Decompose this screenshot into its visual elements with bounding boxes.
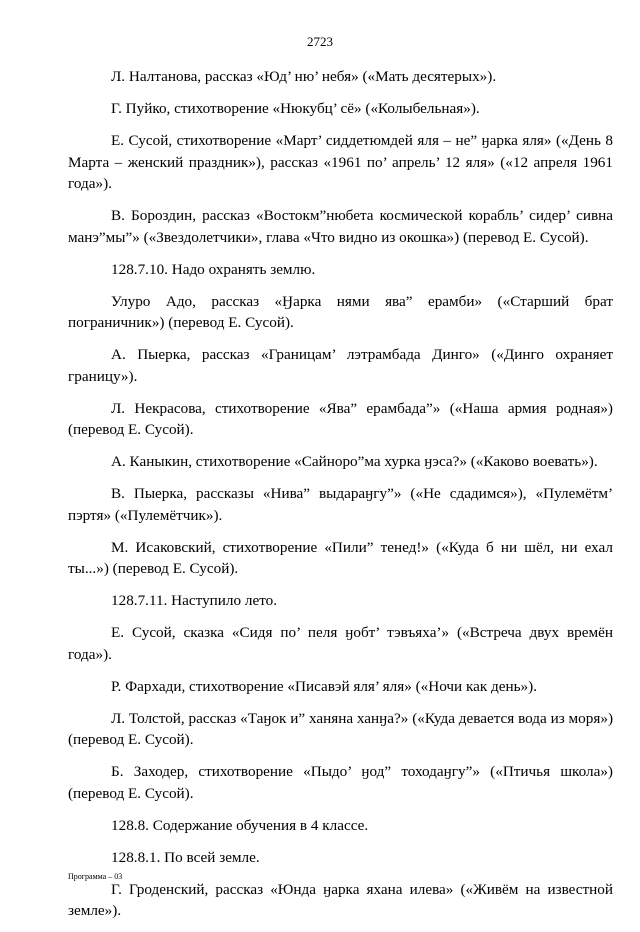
- paragraph: Л. Некрасова, стихотворение «Ява” ерамбада”» («Наша армия родная») (перевод Е. Сусой).: [68, 399, 613, 438]
- paragraph: Б. Заходер, стихотворение «Пыдо’ ӈод” тоходаӈгу”» («Птичья школа») (перевод Е. Сусой).: [68, 763, 613, 802]
- paragraph: Г. Пуйко, стихотворение «Нюкубц’ сё» («Колыбельная»).: [111, 100, 480, 117]
- section-heading: 128.8. Содержание обучения в 4 классе.: [111, 816, 369, 834]
- paragraph: Улуро Адо, рассказ «Ӈарка нями ява” ерамби» («Старший брат пограничник») (перевод Е. Сусой).: [68, 292, 613, 331]
- section-heading: 128.7.10. Надо охранять землю.: [111, 260, 316, 278]
- paragraph: Л. Толстой, рассказ «Таӈок и” ханяна ханӈа?» («Куда девается вода из моря») (перевод Е. Сусой).: [68, 709, 613, 748]
- paragraph: Г. Гроденский, рассказ «Юнда ӈарка яхана илева» («Живём на известной земле»).: [68, 880, 613, 919]
- paragraph: Л. Налтанова, рассказ «Юд’ ню’ небя» («Мать десятерых»).: [111, 68, 497, 85]
- paragraph: А. Пыерка, рассказ «Границам’ лэтрамбада Динго» («Динго охраняет границу»).: [68, 346, 613, 385]
- section-heading: 128.8.1. По всей земле.: [111, 848, 260, 866]
- section-heading: 128.7.11. Наступило лето.: [111, 592, 278, 609]
- paragraph: М. Исаковский, стихотворение «Пили” тенед!» («Куда б ни шёл, ни ехал ты...») (перевод Е. Сусой).: [68, 538, 613, 577]
- page-content: [68, 66, 613, 932]
- paragraph: Е. Сусой, сказка «Сидя по’ пеля ӈобт’ тэвъяха’» («Встреча двух времён года»).: [68, 624, 613, 663]
- paragraph: В. Пыерка, рассказы «Нива” выдараӈгу”» («Не сдадимся»), «Пулемётм’ пэртя» («Пулемётчик»).: [68, 485, 613, 524]
- paragraph: В. Бороздин, рассказ «Востокм”нюбета космической корабль’ сидер’ сивна манэ”мы”» («Звездолетчики», глава «Что видно из окошка») (перевод Е. Сусой).: [68, 207, 613, 246]
- page-number: 2723: [307, 34, 333, 49]
- paragraph: А. Каныкин, стихотворение «Сайноро”ма хурка ӈэса?» («Каково воевать»).: [111, 453, 598, 470]
- page-footer: Программа – 03: [68, 872, 123, 881]
- paragraph: Е. Сусой, стихотворение «Март’ сиддетюмдей яля – не” ӈарка яля» («День 8 Марта – женский праздник»), рассказ «1961 по’ апрель’ 12 яля» («12 апреля 1961 года»).: [68, 132, 613, 192]
- paragraph: Р. Фархади, стихотворение «Писавэй яля’ яля» («Ночи как день»).: [111, 677, 538, 695]
